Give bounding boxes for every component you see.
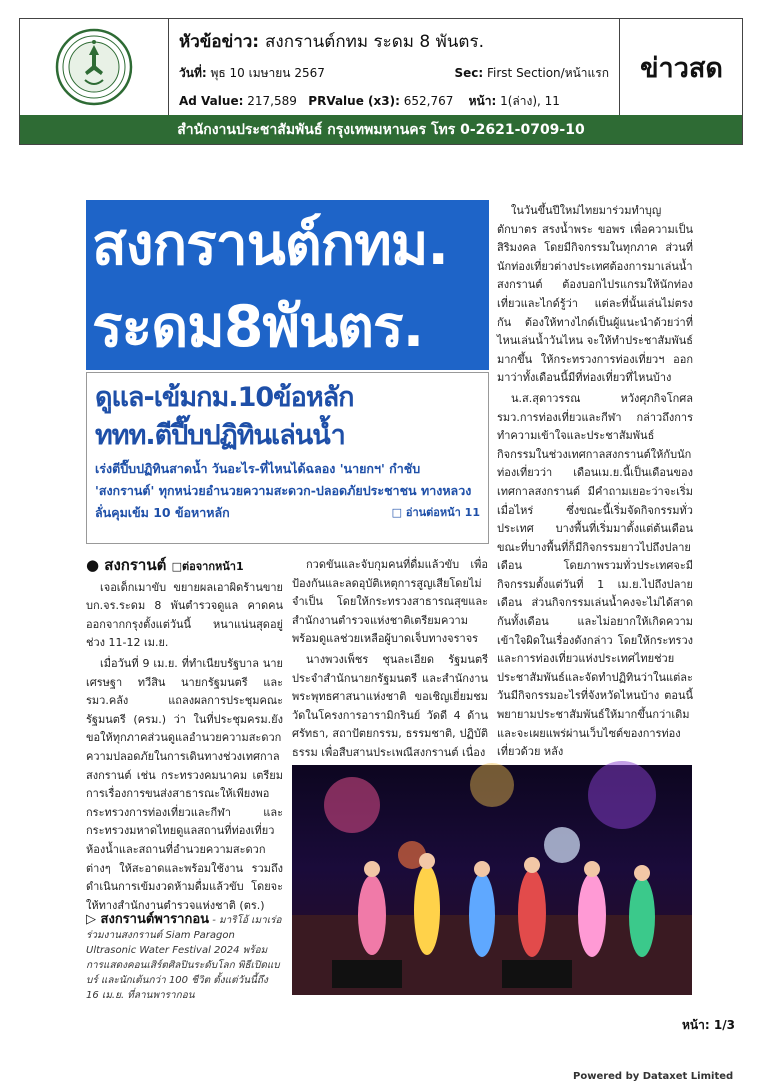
section-title: ● สงกรานต์ (86, 556, 167, 574)
caption-text: - มาริโอ้ เมาเร่อ ร่วมงานสงกรานต์ Siam Paragon Ultrasonic Water Festival 2024 พร้อมการแสดงคอนเสิร์ตศิลปินระดับโลก พิธีเปิดแบบร์ และนักเต้นกว่า 100 ชีวิต ตั้งแต่วันนี้ถึง 16 เม.ย. ที่ลานพารากอน (86, 915, 282, 1001)
footer-page-value: 1/3 (713, 1018, 735, 1032)
photo-caption (86, 912, 283, 1001)
date-value: พุธ 10 เมษายน 2567 (210, 66, 325, 80)
left-paragraph-1: เจอเด็กเมาขับ ขยายผลเอาผิดร้านขาย บก.จร.ระดม 8 พันตำรวจดูแล คาดคนออกจากกรุงตั้งแต่วันนี้ หนาแน่นสุดอยู่ช่วง 11-12 เม.ย. (86, 580, 283, 650)
headline-value: สงกรานต์กทม ระดม 8 พันตร. (265, 32, 484, 52)
subhead-box (86, 372, 489, 544)
mid-paragraph-2: นางพวงเพ็ชร ชุนละเอียด รัฐมนตรีประจำสำนักนายกรัฐมนตรี และสำนักงานพระพุทธศาสนาแห่งชาติ ขอเชิญเยี่ยมชมวัดในโครงการอารามิกรินย์ วัดดี 4 ด้าน ศรัทธา, สถาปัตยกรรม, ธรรมชาติ, ปฏิบัติธรรม เพื่อสืบสานประเพณีสงกรานต์ เนื่อง (292, 652, 488, 759)
concert-photo (292, 765, 692, 995)
continue-marker: □ อ่านต่อหน้า 11 (391, 506, 480, 519)
lead-paragraph (95, 458, 480, 524)
pr-value-label: PRValue (x3): (308, 94, 400, 108)
page-value: 1(ล่าง), 11 (500, 94, 560, 108)
publication-type: ข่าวสด (640, 52, 723, 84)
headline-label: หัวข้อข่าว: (179, 32, 260, 52)
caption-title-text: สงกรานต์พารากอน (100, 912, 210, 927)
ad-value-label: Ad Value: (179, 94, 244, 108)
main-headline (86, 200, 489, 370)
date-label: วันที่: (179, 66, 207, 80)
column-left (86, 556, 283, 912)
meta-cell (169, 19, 620, 115)
sec-group (454, 64, 609, 83)
sec-label: Sec: (454, 66, 484, 80)
date-group (179, 64, 325, 83)
headline-line-1: สงกรานต์กทม. (92, 212, 449, 278)
right-paragraph-2: น.ส.สุดาวรรณ หวังศุภกิจโกศล รมว.การท่องเที่ยวและกีฬา กล่าวถึงการทำความเข้าใจและประชาสัมพันธ์กิจกรรมในช่วงเทศกาลสงกรานต์ให้กับนักท่องเที่ยวว่า เดือนเม.ย.นี้เป็นเดือนของเทศกาลสงกรานต์ มีคำถามเยอะว่าจะเริ่มเมื่อไหร่ ซึ่งขณะนี้เริ่มจัดกิจกรรมทั่วประเทศ บางพื้นที่เริ่มมาตั้งแต่ต้นเดือน ขณะที่บางพื้นที่ก็มีกิจกรรมยาวไปถึงปลายเดือน โดยภาพรวมทั่วประเทศจะมีกิจกรรมตั้งแต่วันที่ 1 เม.ย.ไปถึงปลายเดือน ส่วนกิจกรรมเล่นน้ำคงจะไม่ได้สาดกันทั้งเดือน และไม่อยากให้เกิดความเข้าใจผิดในเรื่องดังกล่าว โดยให้กระทรวงและการท่องเที่ยวแห่งประเทศไทยช่วยประชาสัมพันธ์และจัดทำปฏิทินว่าในแต่ละวันมีกิจกรรมอะไรที่จังหวัดไหนบ้าง ตอนนี้พยายามประชาสัมพันธ์ให้มากขึ้นกว่าเดิม และจะเผยแพร่ผ่านเว็บไซต์ของการท่องเที่ยวด้วย หลัง (497, 391, 693, 759)
left-paragraph-2: เมื่อวันที่ 9 เม.ย. ที่ทำเนียบรัฐบาล นายเศรษฐา ทวีสิน นายกรัฐมนตรี และ รมว.คลัง แถลงผลการประชุมคณะรัฐมนตรี (ครม.) ว่า ในที่ประชุมครม.ยังขอให้ทุกภาคส่วนดูแลอำนวยความสะดวก ความปลอดภัยในการเดินทางช่วงเทศกาลสงกรานต์ เช่น กระทรวงคมนาคม เตรียมการเรื่องการขนส่งสาธารณะให้เพียงพอ กระทรวงการท่องเที่ยวและกีฬา และกระทรวงมหาดไทยดูแลสถานที่ท่องเที่ยว ห้องน้ำและสถานที่อำนวยความสะดวกต่างๆ ให้สะอาดและพร้อมใช้งาน รวมถึงดำเนินการเข้มงวดห้ามดื่มแล้วขับ โดยจะให้ทางสำนักงานตำรวจแห่งชาติ (ตร.) (86, 656, 283, 912)
lead-text: เร่งตีปี๊บปฏิทินสาดน้ำ วันอะไร-ที่ไหนได้ฉลอง 'นายกฯ' กำชับ 'สงกรานต์' ทุกหน่วยอำนวยความสะดวก-ปลอดภัยประชาชน ทางหลวงลั่นคุมเข้ม 10 ข้อหาหลัก (95, 461, 472, 520)
concert-stage-illustration (292, 765, 692, 995)
value-line (179, 92, 609, 111)
logo-cell (20, 19, 169, 115)
column-right (497, 202, 693, 757)
pr-value: 652,767 (403, 94, 454, 108)
clipping-header (19, 18, 743, 145)
type-cell (620, 19, 743, 115)
section-head (86, 556, 283, 577)
page-label: หน้า: (468, 94, 497, 108)
sec-value: First Section/หน้าแรก (487, 66, 609, 80)
ad-value: 217,589 (247, 94, 297, 108)
subhead-line-2: ททท.ตีปี๊บปฏิทินเล่นน้ำ (95, 420, 345, 451)
column-middle (292, 556, 488, 758)
headline-line-2: ระดม8พันตร. (92, 294, 424, 360)
section-from: □ต่อจากหน้า1 (171, 560, 244, 573)
page-number (682, 1016, 735, 1035)
mid-paragraph-1: กวดขันและจับกุมคนที่ดื่มแล้วขับ เพื่อป้องกันและลดอุบัติเหตุการสูญเสียโดยไม่จำเป็น โดยให้กระทรวงสาธารณสุขและสำนักงานตำรวจแห่งชาติเตรียมความพร้อมดูแลช่วยเหลือผู้บาดเจ็บทางจราจร (292, 558, 488, 646)
footer-page-label: หน้า: (682, 1018, 710, 1032)
headline-line (179, 28, 609, 55)
date-sec-line (179, 64, 609, 83)
right-paragraph-1: ในวันขึ้นปีใหม่ไทยมาร่วมทำบุญ ตักบาตร สรงน้ำพระ ขอพร เพื่อความเป็นสิริมงคล โดยมีกิจกรรมในทุกภาค ส่วนที่นักท่องเที่ยวต่างประเทศต้องการมาเล่นน้ำสงกรานต์ ต้องบอกไปรแกรมให้นักท่องเที่ยวและไกด์รู้ว่า แต่ละที่นั้นเล่นไม่ตรงกัน ต้องให้ทางไกด์เป็นผู้แนะนำด้วยว่าที่ไหนเล่นน้ำวันไหน จะให้ทำประชาสัมพันธ์มากขึ้น ให้กระทรวงการท่องเที่ยวฯ ออกมาว่าทั้งเดือนนี้มีที่ท่องเที่ยวที่ไหนบ้าง (497, 204, 693, 385)
subhead-line-1: ดูแล-เข้มกม.10ข้อหลัก (95, 382, 354, 413)
bangkok-seal-icon (55, 28, 133, 106)
office-strip: สำนักงานประชาสัมพันธ์ กรุงเทพมหานคร โทร 0-2621-0709-10 (20, 115, 742, 144)
powered-by: Powered by Dataxet Limited (573, 1071, 734, 1082)
caption-title: ▷ สงกรานต์พารากอน (86, 912, 210, 927)
